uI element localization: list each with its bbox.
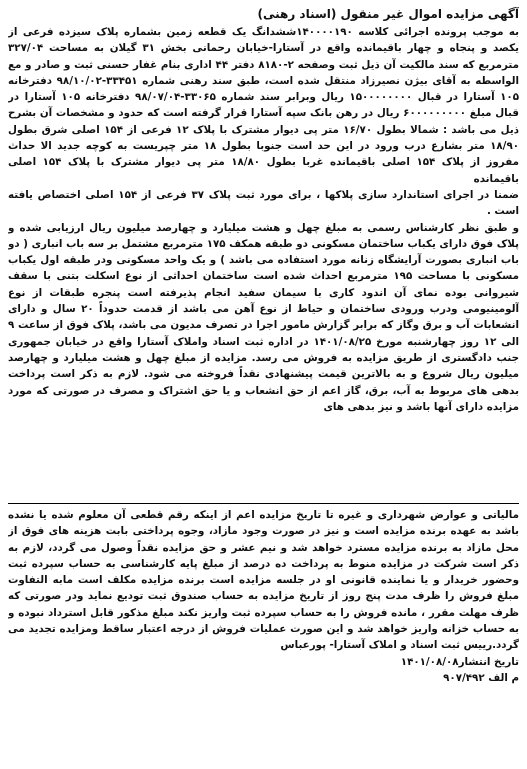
notice-paragraph-property: به موجب پرونده اجرائی کلاسه ۱۴۰۰۰۰۱۹۰ششدانگ یک قطعه زمین بشماره پلاک سیزده فرعی از یکصد و پنجاه و چهار باقیمانده واقع در آستارا-خیابان رحمانی بخش ۳۱ گیلان به مساحت ۳۲۷/۰۴ مترمربع که سند مالکیت آن ذیل ثبت وصفحه ۲-۸۱۸۰ دفتر ۴۴ اداری بنام غفار حسنی ثبت و صادر و مع الواسطه به آقای بیژن نصیرزاد منتقل شده است، طبق سند رهنی شماره ۳۳۴۵۱-۹۸/۱۰/۰۲ دفترخانه ۱۰۵ آستارا در قبال ۱۵۰۰۰۰۰۰۰۰ ریال وبرابر سند شماره ۳۳۰۶۵-۹۸/۰۷/۰۴ دفترخانه ۱۰۵ آستارا در قبال مبلغ ۶۰۰۰۰۰۰۰۰۰ ریال در رهن بانک سپه آستارا قرار گرفته است که حدود و مشخصات آن بشرح ذیل می باشد : شمالا بطول ۱۶/۷۰ متر پی دیوار مشترک با پلاک ۱۲ فرعی از ۱۵۴ اصلی شرق بطول ۱۸/۹۰ متر بشارع درب ورود در این حد است جنوبا بطول ۱۸ متر چپریست به کوچه جدید الا حداث مفروز از پلاک ۱۵۴ اصلی باقیمانده غربا بطول ۱۸/۸۰ متر پی دیوار مشترک با پلاک ۱۵۴ اصلی باقیمانده [8,26,519,185]
notice-main-block [8,6,519,501]
ad-code: م الف ۹۰۷/۴۹۲ [443,671,519,684]
column-divider [8,503,519,504]
notice-title: آگهی مزایده اموال غیر منقول (اسناد رهنی) [257,7,519,21]
auction-notice [8,6,519,763]
notice-paragraph-terms: مالیاتی و عوارض شهرداری و غیره تا تاریخ مزایده اعم از اینکه رقم قطعی آن معلوم شده یا نشده باشد به عهده برنده مزایده است و نیز در صورت وجود مازاد، وجوه پرداختی بابت هزینه های فوق از محل مازاد به برنده مزایده مسترد خواهد شد و نیم عشر و حق مزایده نقداً وصول می گردد، لازم به ذکر است شرکت در مزایده منوط به پرداخت ده درصد از مبلغ پایه کارشناسی به حساب سپرده ثبت وحضور خریدار و یا نماینده قانونی او در جلسه مزایده است برنده مزایده مکلف است مابه التفاوت مبلغ فروش را ظرف مدت پنج روز از تاریخ مزایده به حساب صندوق ثبت تودیع نماید ودر صورتی که ظرف مهلت مقرر ، مانده فروش را به حساب سپرده ثبت واریز نکند مبلغ مذکور قابل استرداد نبوده و به حساب خزانه واریز خواهد شد و این صورت عملیات فروش از درجه اعتبار ساقط ومزایده تجدید می گردد.رییس ثبت اسناد و املاک آستارا- پورعباس [8,509,519,652]
publish-date: تاریخ انتشار۱۴۰۱/۰۸/۰۸ [400,655,519,668]
notice-paragraph-appraisal: و طبق نظر کارشناس رسمی به مبلغ چهل و هشت میلیارد و چهارصد میلیون ریال ارزیابی شده و پلاک فوق دارای یکباب ساختمان مسکونی دو طبقه همکف ۱۷۵ مترمربع مشتمل بر سه باب انباری ( دو باب انباری بصورت آرایشگاه زنانه مورد استفاده می باشد ) و یک واحد مسکونی ودر طبقه اول یکباب مسکونی با مساحت ۱۹۵ مترمربع احداث شده است ساختمان احداثی از نوع اسکلت بتنی با سقف شیروانی بوده نمای آن اندود کاری با سیمان سفید انجام پذیرفته است پنجره طبقات از نوع آلومینیومی ودرب ورودی ساختمان و حیاط از نوع آهن می باشد از قدمت حدوداً ۲۰ سال و دارای انشعابات آب و برق وگاز که برابر گزارش مامور اجرا در تصرف مدیون می باشد، پلاک فوق از ساعت ۹ الی ۱۲ روز چهارشنبه مورخ ۱۴۰۱/۰۸/۲۵ در اداره ثبت اسناد واملاک آستارا واقع در خیابان جمهوری جنب دادگستری از طریق مزایده به فروش می رسد. مزایده از مبلغ چهل و هشت میلیارد و چهارصد میلیون ریال شروع و به بالاترین قیمت پیشنهادی نقداً فروخته می شود. لازم به ذکر است پرداخت بدهی های مربوط به آب، برق، گاز اعم از حق انشعاب و یا حق اشتراک و مصرف در صورتی که مورد مزایده دارای آنها باشد و نیز بدهی های [8,221,519,413]
notice-paragraph-plate: ضمنا در اجرای استاندارد سازی پلاکها ، برای مورد ثبت پلاک ۳۷ فرعی از ۱۵۴ اصلی اختصاص یافته است . [8,188,519,218]
